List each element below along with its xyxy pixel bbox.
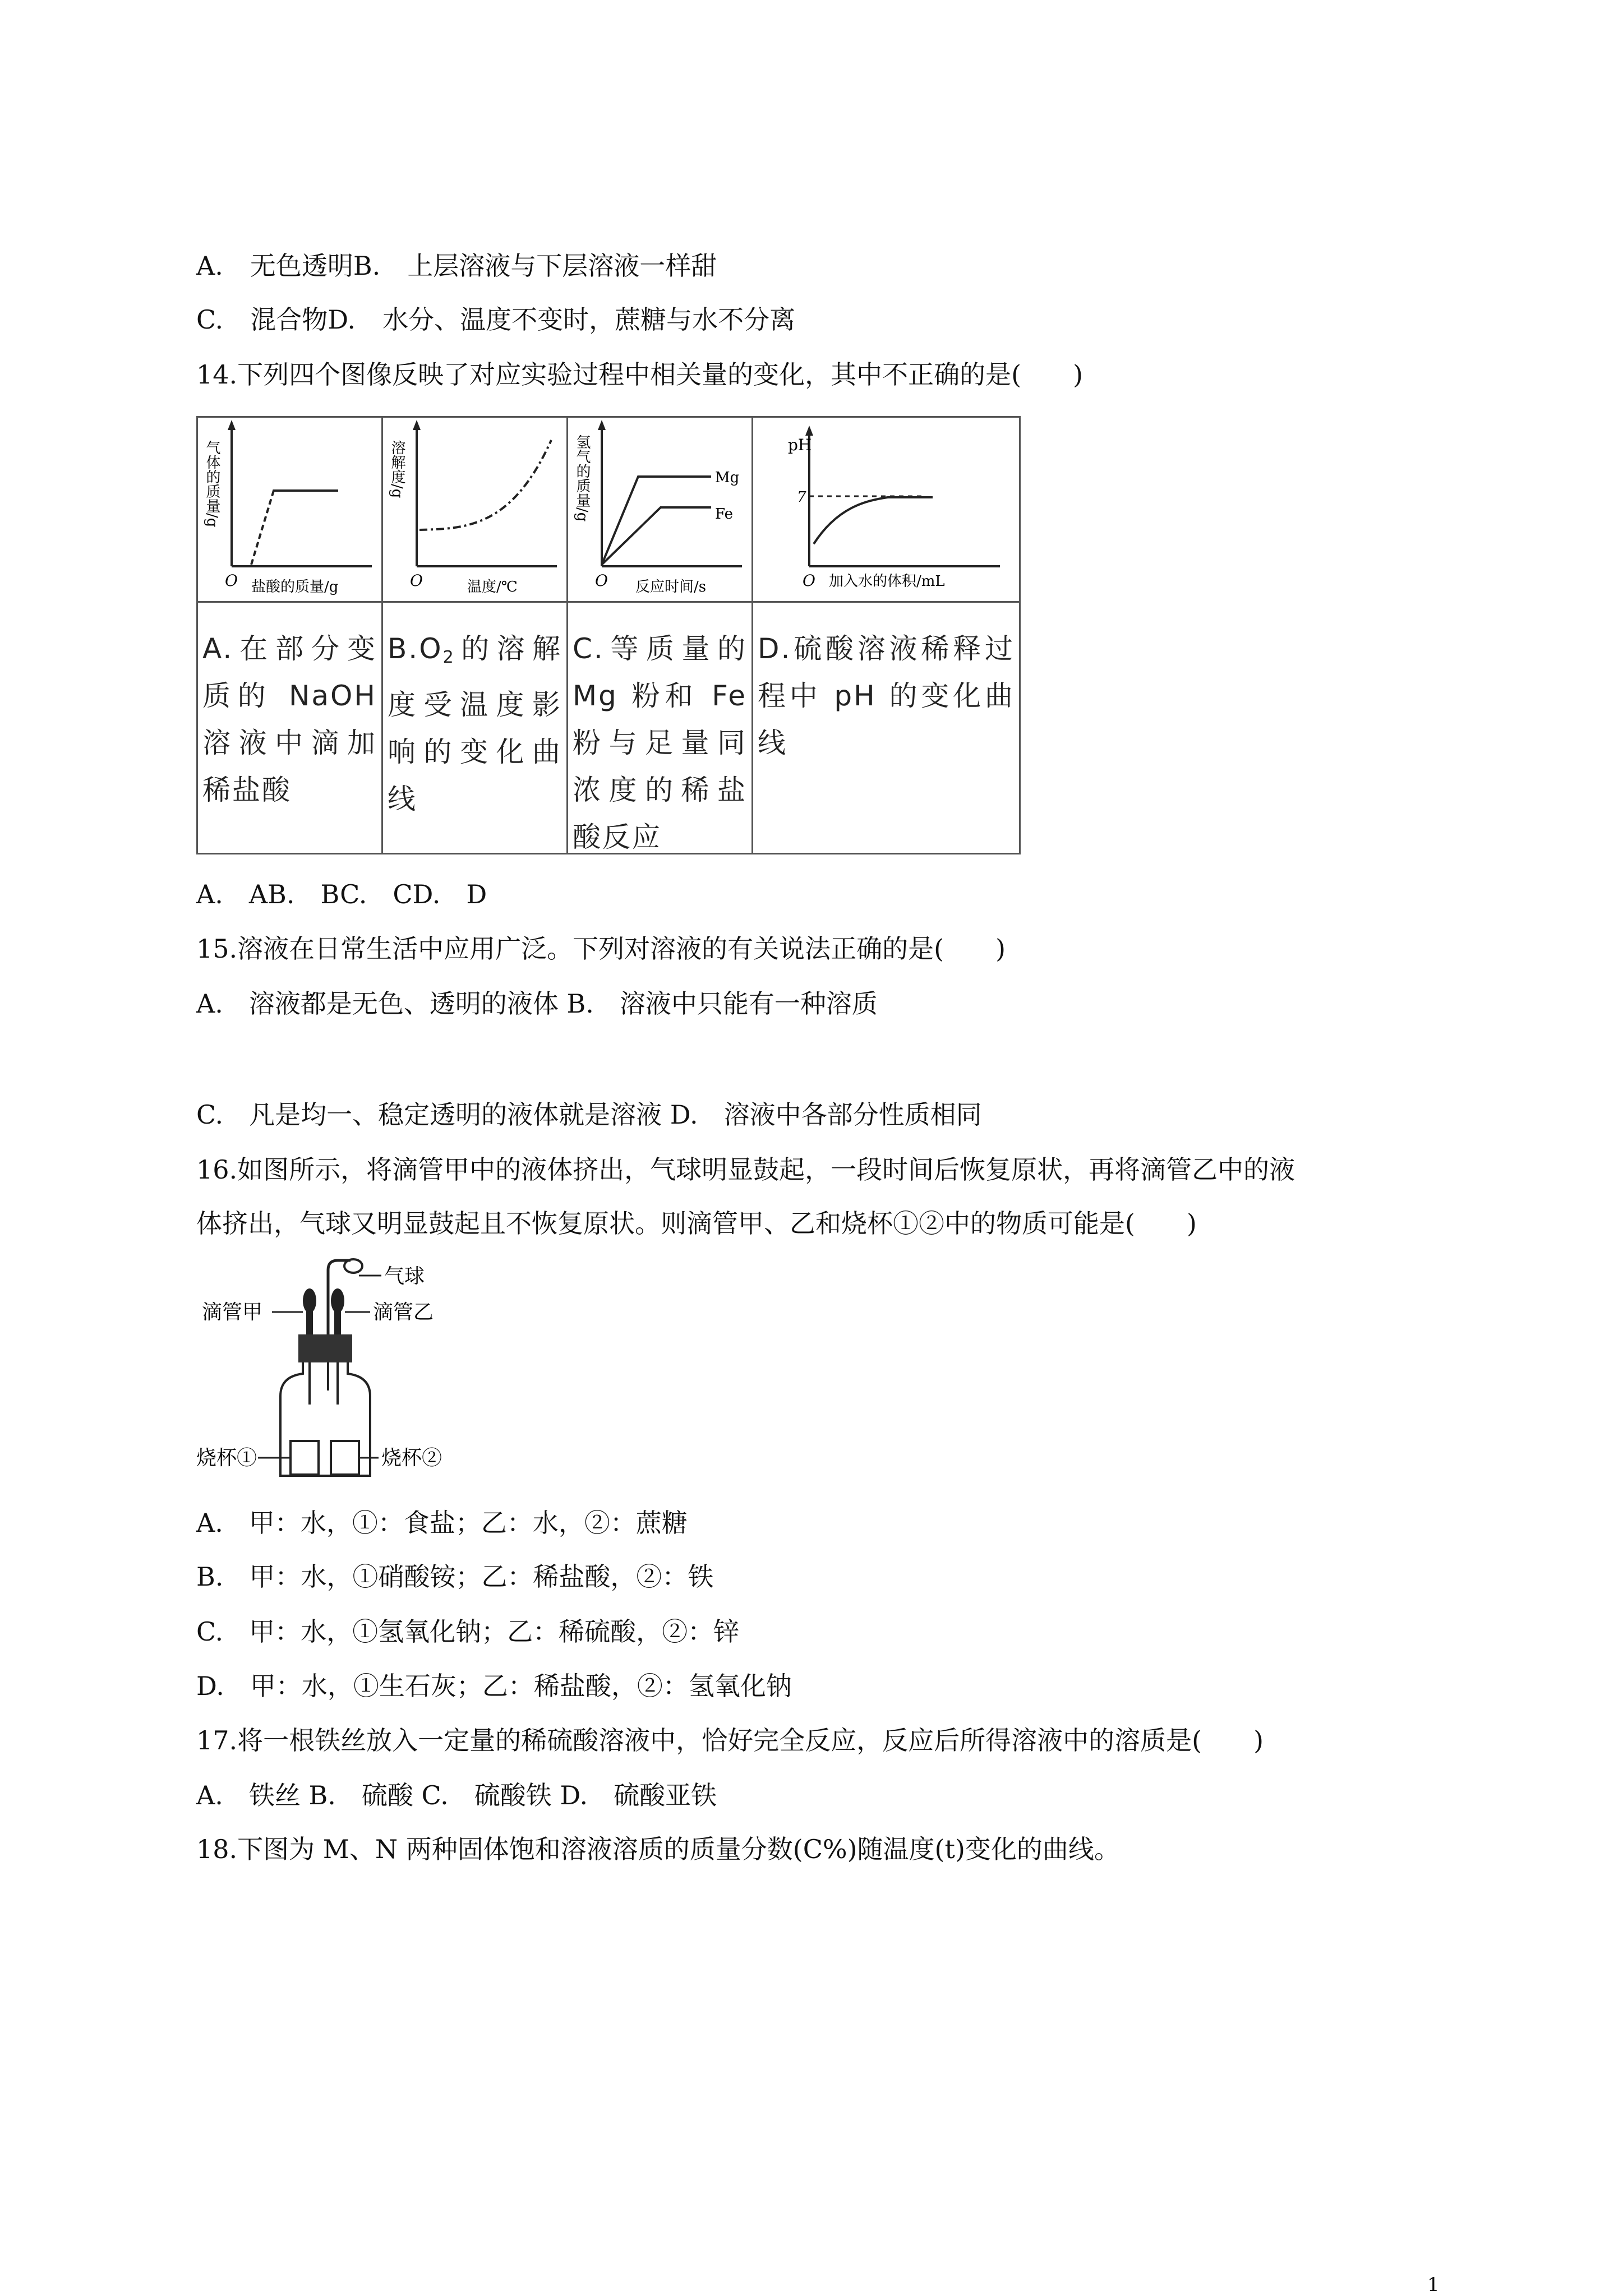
graph-c-ylabel: 氢气的质量/g [574,435,591,522]
series-label-mg: Mg [715,469,740,486]
origin-label: O [410,571,423,590]
origin-label: O [225,571,238,590]
q14-graph-d [753,418,1019,603]
graph-b-ylabel: 溶解度/g [389,440,405,498]
q14-desc-a: A.在部分变质的 NaOH 溶液中滴加稀盐酸 [198,603,383,853]
q16-option-c: C. 甲：水，①氢氧化钠；乙：稀硫酸，②：锌 [196,1616,740,1647]
q15-options-row2: C. 凡是均一、稳定透明的液体就是溶液 D. 溶液中各部分性质相同 [196,1100,982,1130]
label-beaker-1: 烧杯① [196,1447,257,1470]
q16-option-d: D. 甲：水，①生石灰；乙：稀盐酸，②：氢氧化钠 [196,1671,792,1701]
q14-stem: 14.下列四个图像反映了对应实验过程中相关量的变化，其中不正确的是( ) [196,359,1083,390]
q14-desc-d: D.硫酸溶液稀释过程中 pH 的变化曲线 [758,632,1015,759]
q18-stem: 18.下图为 M、N 两种固体饱和溶液溶质的质量分数(C%)随温度(t)变化的曲线。 [196,1834,1120,1864]
graph-c-xlabel: 反应时间/s [635,579,707,595]
q17-stem: 17.将一根铁丝放入一定量的稀硫酸溶液中，恰好完全反应，反应后所得溶液中的溶质是( ) [196,1725,1264,1756]
graph-a-ylabel: 气体的质量/g [204,440,220,528]
q14-desc-b: $B.O_2$的溶解度受温度影响的变化曲线 [383,603,568,853]
label-balloon: 气球 [384,1265,425,1288]
q13-options-row2: C. 混合物D. 水分、温度不变时，蔗糖与水不分离 [196,304,796,335]
graph-d-ylabel: pH [788,436,812,454]
label-dropper-a: 滴管甲 [202,1301,263,1324]
q16-option-a: A. 甲：水，①：食盐；乙：水，②：蔗糖 [196,1508,688,1538]
label-dropper-b: 滴管乙 [373,1301,434,1324]
series-label-fe: Fe [715,506,734,523]
q14-options: A. AB. BC. CD. D [196,879,487,909]
origin-label: O [595,571,608,590]
label-beaker-2: 烧杯② [381,1447,442,1470]
q13-options-row1: A. 无色透明B. 上层溶液与下层溶液一样甜 [196,251,717,281]
q14-graph-b [383,418,568,603]
graph-a-xlabel: 盐酸的质量/g [251,579,339,595]
graph-b-xlabel: 温度/℃ [467,579,518,595]
q14-graph-table [196,416,1021,854]
q17-options: A. 铁丝 B. 硫酸 C. 硫酸铁 D. 硫酸亚铁 [196,1780,717,1810]
q15-stem: 15.溶液在日常生活中应用广泛。下列对溶液的有关说法正确的是( ) [196,934,1006,964]
q15-options-row1: A. 溶液都是无色、透明的液体 B. 溶液中只能有一种溶质 [196,988,878,1019]
q14-graph-c [568,418,753,603]
q14-desc-c: C.等质量的 Mg 粉和 Fe 粉与足量同浓度的稀盐酸反应 [568,603,753,853]
page-number: 1 [1427,2274,1440,2296]
graph-d-tick: 7 [797,489,806,506]
q16-apparatus-figure [191,1256,505,1491]
origin-label: O [803,571,815,590]
q16-stem-line1: 16.如图所示，将滴管甲中的液体挤出，气球明显鼓起，一段时间后恢复原状，再将滴管乙中的液 [196,1154,1295,1185]
q16-option-b: B. 甲：水，①硝酸铵；乙：稀盐酸，②：铁 [196,1562,714,1592]
graph-d-xlabel: 加入水的体积/mL [829,573,945,590]
q16-stem-line2: 体挤出，气球又明显鼓起且不恢复原状。则滴管甲、乙和烧杯①②中的物质可能是( ) [196,1208,1197,1239]
q14-graph-a [198,418,383,603]
